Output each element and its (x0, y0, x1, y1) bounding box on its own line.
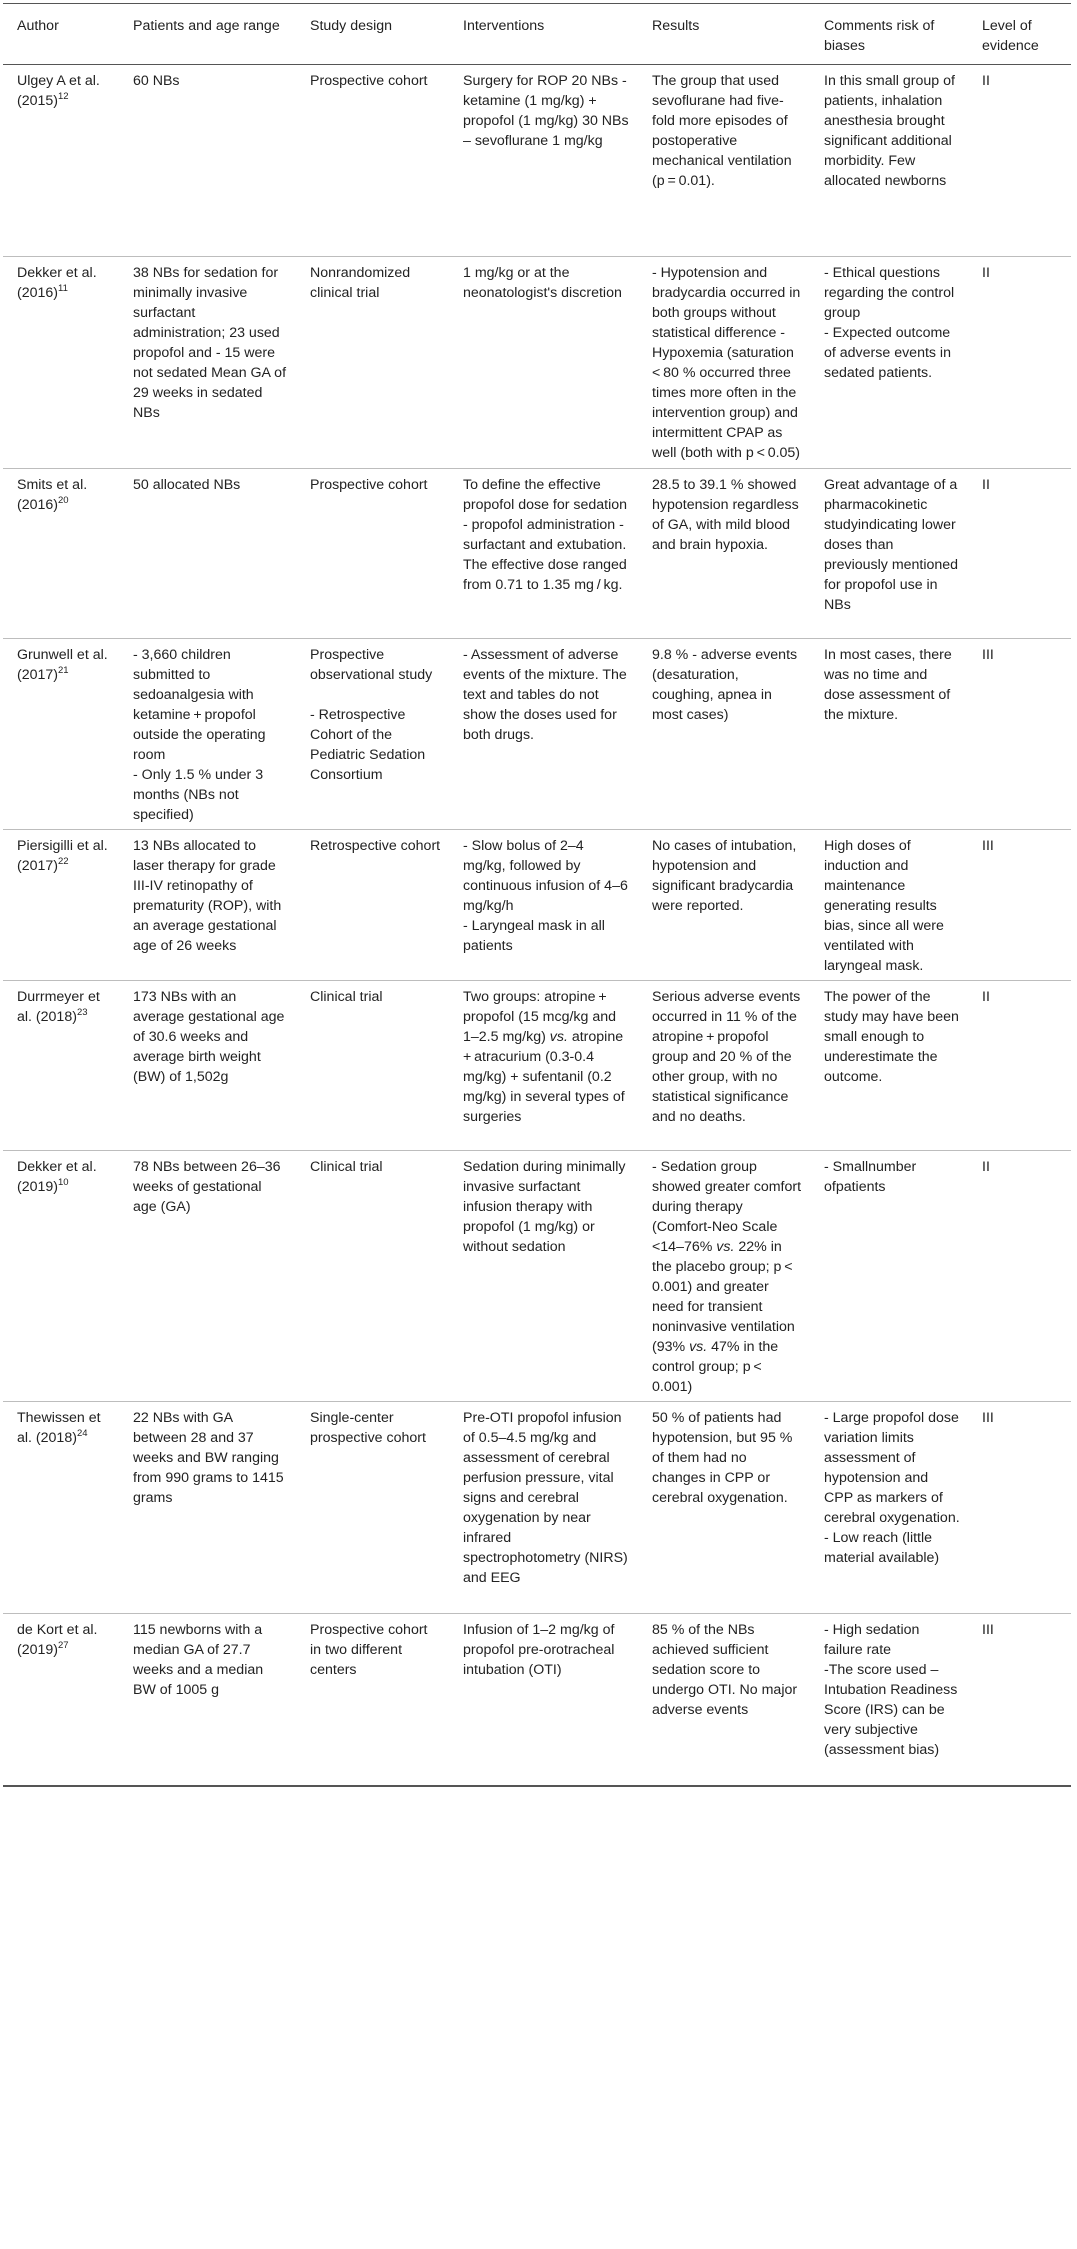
cell-author: Durrmeyer et al. $(2018)^{23}$ (3, 981, 119, 1151)
cell-comments-text: In most cases, there was no time and dose assessment of the mixture. (824, 647, 952, 723)
cell-interventions-text: Sedation during minimally invasive surfactant infusion therapy with propofol (1 mg/kg) or without sedation (463, 1159, 626, 1255)
cell-design (296, 981, 449, 1151)
header-design: Study design (296, 4, 449, 65)
cell-design (296, 1402, 449, 1614)
cell-design-text: Clinical trial (310, 989, 383, 1005)
cell-interventions (449, 1402, 638, 1614)
cell-design-spacer (310, 685, 441, 705)
table-row (3, 1402, 1071, 1614)
cell-comments-text: Great advantage of a pharmacokinetic studyindicating lower doses than previously mentioned for propofol use in NBs (824, 477, 959, 613)
reference-number: 10 (58, 1177, 69, 1188)
table-row (3, 65, 1071, 257)
cell-interventions (449, 1614, 638, 1786)
evidence-table (3, 3, 1071, 1787)
cell-results-text: 9.8 % - adverse events (desaturation, coughing, apnea in most cases) (652, 647, 798, 723)
cell-level: II (968, 469, 1071, 639)
cell-comments (810, 981, 968, 1151)
cell-level: II (968, 981, 1071, 1151)
cell-interventions-text: - Assessment of adverse events of the mixture. The text and tables do not show the doses used for both drugs. (463, 647, 627, 743)
cell-level: III (968, 639, 1071, 830)
cell-interventions-text: 1 mg/kg or at the neonatologist's discretion (463, 265, 622, 301)
cell-interventions-text: Pre-OTI propofol infusion of 0.5–4.5 mg/kg and assessment of cerebral perfusion pressure, vital signs and cerebral oxygenation by near infrared spectrophotometry (NIRS) and EEG (463, 1410, 628, 1586)
cell-design-text: Retrospective cohort (310, 838, 441, 854)
table-header (3, 4, 1071, 65)
cell-patients (119, 1402, 296, 1614)
cell-patients-text: 50 allocated NBs (133, 477, 241, 493)
cell-patients (119, 469, 296, 639)
reference-number: 22 (58, 856, 69, 867)
cell-design (296, 1614, 449, 1786)
cell-patients-text: 60 NBs (133, 73, 180, 89)
cell-comments-text: High doses of induction and maintenance generating results bias, since all were ventilated with laryngeal mask. (824, 838, 944, 974)
header-level: Level of evidence (968, 4, 1071, 65)
cell-results (638, 1402, 810, 1614)
cell-design (296, 639, 449, 830)
cell-interventions (449, 639, 638, 830)
cell-patients (119, 639, 296, 830)
table-row (3, 830, 1071, 981)
reference-number: 23 (76, 1007, 88, 1018)
header-results: Results (638, 4, 810, 65)
cell-patients (119, 830, 296, 981)
cell-interventions-text: - Laryngeal mask in all patients (463, 918, 605, 954)
cell-level: III (968, 830, 1071, 981)
cell-patients-text: 173 NBs with an average gestational age of 30.6 weeks and average birth weight (BW) of 1,502g (133, 989, 285, 1085)
cell-comments (810, 830, 968, 981)
cell-author: Smits et al. $(2016)^{20}$ (3, 469, 119, 639)
cell-results-text: 85 % of the NBs achieved sufficient sedation score to undergo OTI. No major adverse events (652, 1622, 798, 1718)
cell-comments-text: - High sedation failure rate (824, 1622, 920, 1658)
cell-comments (810, 1614, 968, 1786)
cell-interventions (449, 981, 638, 1151)
cell-author: Grunwell et al. $(2017)^{21}$ (3, 639, 119, 830)
cell-design (296, 1151, 449, 1402)
cell-results-text: 50 % of patients had hypotension, but 95 % of them had no changes in CPP or cerebral oxygenation. (652, 1410, 793, 1506)
cell-design (296, 830, 449, 981)
cell-patients (119, 65, 296, 257)
table-body (3, 65, 1071, 1786)
cell-patients-text: 78 NBs between 26–36 weeks of gestational age (GA) (133, 1159, 281, 1215)
cell-results-text: No cases of intubation, hypotension and significant bradycardia were reported. (652, 838, 797, 914)
cell-level: II (968, 65, 1071, 257)
cell-level: III (968, 1614, 1071, 1786)
cell-results (638, 257, 810, 469)
cell-design-text: Prospective observational study (310, 647, 433, 683)
header-patients: Patients and age range (119, 4, 296, 65)
table-row (3, 639, 1071, 830)
cell-results-text: The group that used sevoflurane had five-fold more episodes of postoperative mechanical ventilation (p = 0.01). (652, 73, 792, 189)
cell-design-text: Prospective cohort in two different centers (310, 1622, 428, 1678)
reference-number: 11 (58, 283, 68, 294)
cell-design-text: Nonrandomized clinical trial (310, 265, 411, 301)
cell-results (638, 639, 810, 830)
cell-author: de Kort et al. $(2019)^{27}$ (3, 1614, 119, 1786)
reference-number: 27 (58, 1640, 69, 1651)
cell-results (638, 65, 810, 257)
cell-design (296, 65, 449, 257)
cell-interventions (449, 257, 638, 469)
reference-number: 20 (58, 495, 69, 506)
cell-results (638, 981, 810, 1151)
cell-comments-text: The power of the study may have been small enough to underestimate the outcome. (824, 989, 959, 1085)
cell-results (638, 1151, 810, 1402)
cell-patients-text: 22 NBs with GA between 28 and 37 weeks and BW ranging from 990 grams to 1415 grams (133, 1410, 284, 1506)
reference-number: 21 (58, 665, 69, 676)
cell-interventions-text: To define the effective propofol dose for sedation - propofol administration - surfactant and extubation. The effective dose ranged from 0.71 to 1.35 mg / kg. (463, 477, 628, 593)
cell-comments (810, 65, 968, 257)
cell-level: II (968, 1151, 1071, 1402)
cell-patients-text: 38 NBs for sedation for minimally invasive surfactant administration; 23 used propofol and - 15 were not sedated Mean GA of 29 weeks in sedated NBs (133, 265, 287, 421)
cell-patients-text: 13 NBs allocated to laser therapy for grade III-IV retinopathy of prematurity (ROP), with an average gestational age of 26 weeks (133, 838, 282, 954)
table-row (3, 1614, 1071, 1786)
cell-comments-text: - Smallnumber ofpatients (824, 1159, 917, 1195)
cell-interventions (449, 1151, 638, 1402)
cell-author: Piersigilli et al. $(2017)^{22}$ (3, 830, 119, 981)
cell-level: II (968, 257, 1071, 469)
header-author: Author (3, 4, 119, 65)
cell-interventions (449, 830, 638, 981)
header-row (3, 4, 1071, 65)
cell-patients (119, 1151, 296, 1402)
cell-comments (810, 1151, 968, 1402)
cell-design-text: Clinical trial (310, 1159, 383, 1175)
cell-author: Ulgey A et al. $(2015)^{12}$ (3, 65, 119, 257)
reference-number: 24 (76, 1428, 88, 1439)
cell-comments (810, 469, 968, 639)
cell-interventions-text: Infusion of 1–2 mg/kg of propofol pre-orotracheal intubation (OTI) (463, 1622, 615, 1678)
cell-author: Dekker et al. $(2016)^{11}$ (3, 257, 119, 469)
cell-results (638, 469, 810, 639)
cell-design (296, 469, 449, 639)
cell-design-text: Single-center prospective cohort (310, 1410, 426, 1446)
cell-comments (810, 1402, 968, 1614)
cell-results-text: 28.5 to 39.1 % showed hypotension regardless of GA, with mild blood and brain hypoxia. (652, 477, 799, 553)
cell-comments-text: - Large propofol dose variation limits assessment of hypotension and CPP as markers of cerebral oxygenation. (824, 1410, 960, 1526)
cell-design-text: - Retrospective Cohort of the Pediatric Sedation Consortium (310, 707, 426, 783)
cell-comments-text: - Low reach (little material available) (824, 1530, 940, 1566)
cell-comments-text: - Expected outcome of adverse events in sedated patients. (824, 325, 951, 381)
cell-patients (119, 257, 296, 469)
cell-interventions-text: - Slow bolus of 2–4 mg/kg, followed by continuous infusion of 4–6 mg/kg/h (463, 838, 628, 914)
header-interventions: Interventions (449, 4, 638, 65)
table-row (3, 1151, 1071, 1402)
header-comments: Comments risk of biases (810, 4, 968, 65)
cell-comments-text: In this small group of patients, inhalation anesthesia brought significant additional morbidity. Few allocated newborns (824, 73, 955, 189)
cell-results (638, 1614, 810, 1786)
cell-design (296, 257, 449, 469)
cell-level: III (968, 1402, 1071, 1614)
cell-patients-text: - Only 1.5 % under 3 months (NBs not specified) (133, 767, 264, 823)
cell-interventions (449, 65, 638, 257)
cell-comments-text: - Ethical questions regarding the control group (824, 265, 955, 321)
cell-comments (810, 639, 968, 830)
cell-design-text: Prospective cohort (310, 477, 428, 493)
cell-author: Thewissen et al. $(2018)^{24}$ (3, 1402, 119, 1614)
reference-number: 12 (58, 91, 69, 102)
cell-comments (810, 257, 968, 469)
cell-patients-text: - 3,660 children submitted to sedoanalgesia with ketamine + propofol outside the operating room (133, 647, 266, 763)
table-row (3, 257, 1071, 469)
cell-results-text: - Hypotension and bradycardia occurred in both groups without statistical difference - Hypoxemia (saturation < 80 % occurred three times more often in the intervention group) and intermittent CPAP as well (both with p < 0.05) (652, 265, 801, 461)
cell-patients-text: 115 newborns with a median GA of 27.7 weeks and a median BW of 1005 g (133, 1622, 264, 1698)
table-row (3, 469, 1071, 639)
cell-patients (119, 1614, 296, 1786)
cell-patients (119, 981, 296, 1151)
cell-results (638, 830, 810, 981)
cell-design-text: Prospective cohort (310, 73, 428, 89)
cell-comments-text: -The score used –Intubation Readiness Score (IRS) can be very subjective (assessment bias) (824, 1662, 958, 1758)
cell-author: Dekker et al. $(2019)^{10}$ (3, 1151, 119, 1402)
table-row (3, 981, 1071, 1151)
cell-interventions-text: Surgery for ROP 20 NBs - ketamine (1 mg/kg) + propofol (1 mg/kg) 30 NBs – sevoflurane 1 mg/kg (463, 73, 629, 149)
cell-interventions-text: Two groups: atropine + propofol (15 mcg/kg and 1–2.5 mg/kg) vs. atropine + atracurium (0.3-0.4 mg/kg) + sufentanil (0.2 mg/kg) in several types of surgeries (463, 989, 626, 1125)
cell-interventions (449, 469, 638, 639)
cell-results-text: - Sedation group showed greater comfort during therapy (Comfort-Neo Scale <14–76% vs. 22% in the placebo group; p < 0.001) and greater need for transient noninvasive ventilation (93% vs. 47% in the control group; p < 0.001) (652, 1159, 802, 1395)
cell-results-text: Serious adverse events occurred in 11 % of the atropine + propofol group and 20 % of the other group, with no statistical significance and no deaths. (652, 989, 801, 1125)
